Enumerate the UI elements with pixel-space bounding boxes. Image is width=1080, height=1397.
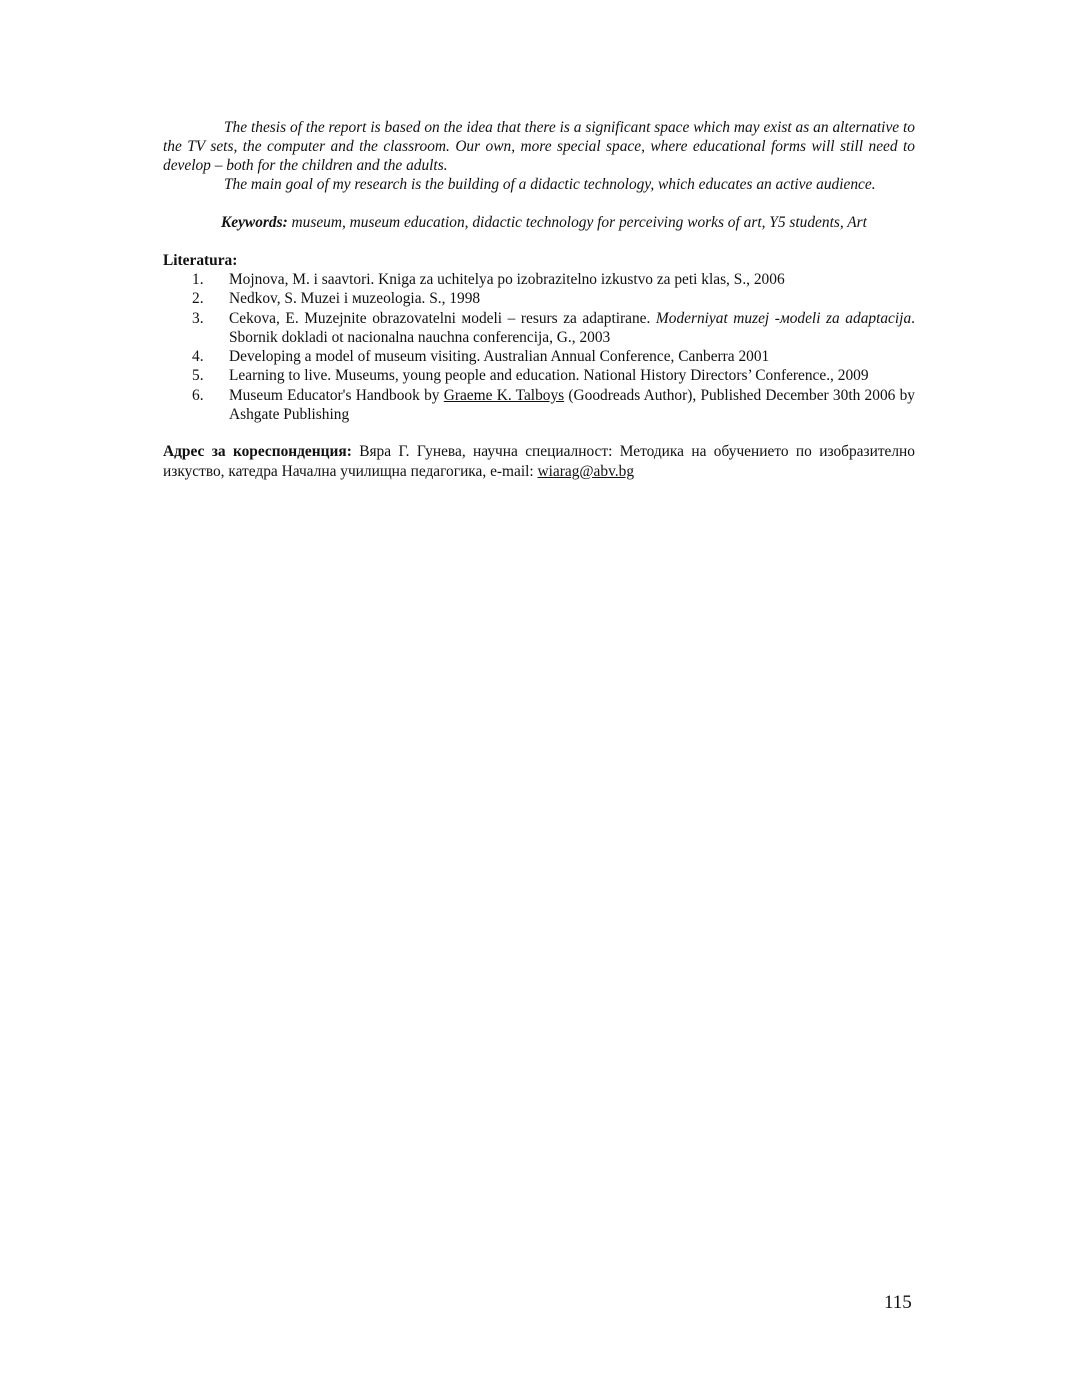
keywords-label: Keywords: xyxy=(221,214,288,231)
abstract-paragraph-1: The thesis of the report is based on the idea that there is a significant space which may exist as an alternative to the TV sets, the computer and the classroom. Our own, more special space, where educational forms will still need to develop – both for the children and the adults. xyxy=(163,119,915,174)
reference-number: 2. xyxy=(192,290,204,308)
author-link[interactable]: Graeme K. Talboys xyxy=(443,386,565,404)
reference-item xyxy=(163,289,915,308)
reference-number: 4. xyxy=(192,348,204,366)
page-number: 115 xyxy=(884,1292,912,1313)
reference-text-tail: (Goodreads Author), Published December 30th 2006 by Ashgate Publishing xyxy=(229,386,915,424)
reference-item xyxy=(163,270,915,289)
reference-number: 3. xyxy=(192,309,204,327)
keywords-paragraph xyxy=(163,213,915,232)
abstract-paragraph-2: The main goal of my research is the building of a didactic technology, which educates an active audience. xyxy=(224,176,876,193)
reference-item xyxy=(163,347,915,366)
reference-text-tail: . Sbornik dokladi ot nacionalna nauchna conferencija, G., 2003 xyxy=(229,309,915,346)
reference-item xyxy=(163,309,915,348)
email-link[interactable]: wiarag@abv.bg xyxy=(537,462,635,480)
reference-text: Cekova, E. Muzejnite obrazovatelni мodeli – resurs za adaptirane. xyxy=(229,309,656,327)
reference-text: Developing a model of museum visiting. Australian Annual Conference, Canberra 2001 xyxy=(229,348,770,366)
contact-label: Адрес за кореспонденция: xyxy=(163,443,352,461)
keywords-text: museum, museum education, didactic technology for perceiving works of art, Y5 students, Art xyxy=(287,214,867,231)
reference-number: 5. xyxy=(192,367,204,385)
contact-text: Вяра Г. Гунева, научна специалност: Методика на обучението по изобразително изкуство, катедра Начална училищна педагогика, e-mail: xyxy=(163,443,915,480)
contact-paragraph xyxy=(163,442,915,481)
reference-text: Nedkov, S. Muzei i мuzeologia. S., 1998 xyxy=(229,290,481,308)
reference-text: Learning to live. Museums, young people and education. National History Directors’ Conference., 2009 xyxy=(229,367,869,385)
reference-item xyxy=(163,366,915,385)
reference-number: 1. xyxy=(192,271,204,288)
reference-text: Mojnova, M. i saavtori. Kniga za uchitelya po izobrazitelno izkustvo za peti klas, S., 2006 xyxy=(229,271,785,288)
reference-text: Museum Educator's Handbook by xyxy=(229,386,444,404)
reference-number: 6. xyxy=(192,386,204,404)
reference-list xyxy=(163,270,915,424)
reference-italic-title: Moderniyat muzej -мodeli za adaptacija xyxy=(655,309,912,327)
page-body xyxy=(163,118,915,496)
reference-item xyxy=(163,386,915,425)
literature-title: Literatura: xyxy=(163,252,238,269)
